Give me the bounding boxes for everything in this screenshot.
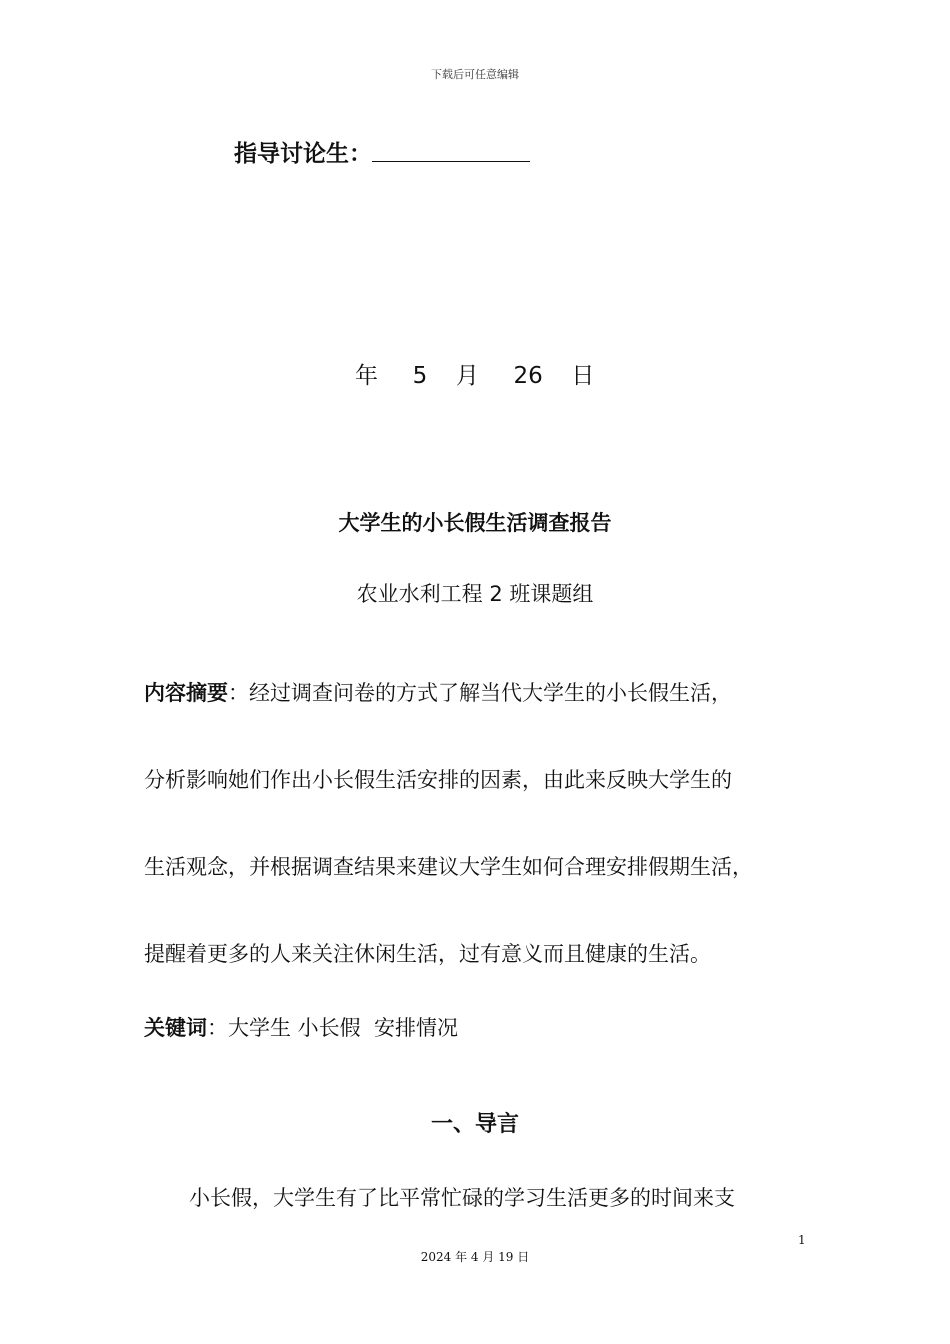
abstract-line-3: 生活观念，并根据调查结果来建议大学生如何合理安排假期生活，: [144, 855, 753, 879]
keywords-separator: ：: [207, 1016, 228, 1040]
keywords-value: 大学生 小长假 安排情况: [228, 1016, 459, 1040]
section-heading-intro: 一、导言: [430, 1112, 519, 1137]
keywords-line: [144, 1012, 458, 1042]
header-note: 下载后可任意编辑: [431, 68, 519, 81]
abstract-line-1: [144, 677, 732, 707]
date-year-label: 年: [355, 363, 378, 389]
abstract-label: 内容摘要: [144, 681, 228, 705]
date-month-value: 5: [412, 363, 428, 389]
date-day-value: 26: [513, 363, 543, 389]
advisor-blank-line: [372, 161, 530, 162]
abstract-separator: ：: [228, 681, 249, 705]
cover-date: [355, 357, 594, 390]
keywords-label: 关键词: [144, 1016, 207, 1040]
abstract-text-1: 经过调查问卷的方式了解当代大学生的小长假生活，: [249, 681, 732, 705]
advisor-label: 指导讨论生：: [234, 141, 372, 167]
date-day-label: 日: [571, 363, 595, 389]
abstract-line-4: 提醒着更多的人来关注休闲生活，过有意义而且健康的生活。: [144, 942, 711, 966]
intro-first-line: 小长假，大学生有了比平常忙碌的学习生活更多的时间来支: [189, 1186, 735, 1210]
abstract-line-2: 分析影响她们作出小长假生活安排的因素，由此来反映大学生的: [144, 768, 732, 792]
page-number: 1: [798, 1233, 806, 1247]
report-title: 大学生的小长假生活调查报告: [338, 511, 612, 535]
footer-date: 2024 年 4 月 19 日: [420, 1250, 530, 1264]
date-month-label: 月: [455, 363, 479, 389]
report-group: 农业水利工程 2 班课题组: [356, 582, 594, 606]
